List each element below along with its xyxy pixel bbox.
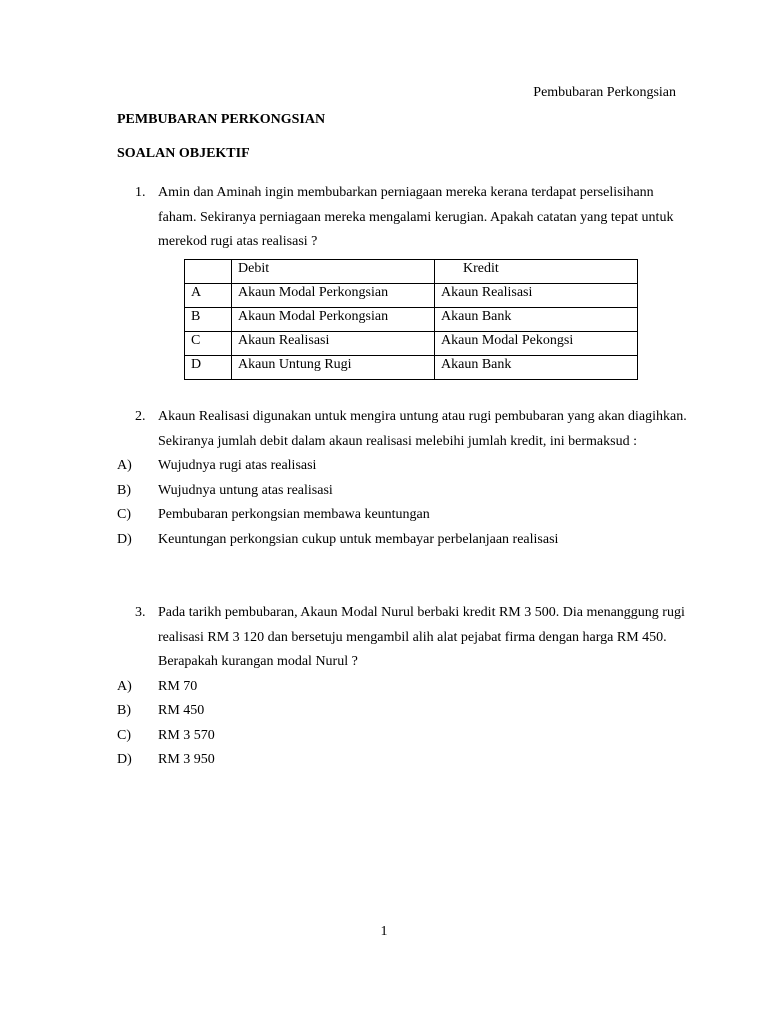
question-2 — [117, 405, 695, 552]
option-c[interactable] — [117, 503, 695, 528]
table-cell-kredit: Akaun Bank — [435, 308, 638, 332]
running-header: Pembubaran Perkongsian — [533, 85, 676, 100]
option-text: Keuntungan perkongsian cukup untuk membayar perbelanjaan realisasi — [158, 531, 559, 547]
table-cell-debit: Akaun Realisasi — [232, 332, 435, 356]
option-c[interactable] — [117, 724, 695, 749]
table-row — [185, 332, 638, 356]
question-1 — [135, 181, 695, 255]
option-letter: A) — [117, 458, 132, 473]
option-list — [117, 675, 695, 773]
table-cell-letter: A — [185, 284, 232, 308]
table-cell-debit: Akaun Modal Perkongsian — [232, 284, 435, 308]
option-letter: C) — [117, 507, 131, 522]
option-text: Wujudnya rugi atas realisasi — [158, 458, 317, 473]
option-text: RM 3 950 — [158, 752, 215, 767]
table-cell-kredit: Akaun Realisasi — [435, 284, 638, 308]
question-text: Amin dan Aminah ingin membubarkan perniagaan mereka kerana terdapat perselisihann faham. Sekiranya perniagaan mereka mengalami kerugian. Apakah catatan yang tepat untuk merekod rugi atas realisasi ? — [158, 185, 674, 249]
section-title: SOALAN OBJEKTIF — [117, 146, 250, 161]
page-number: 1 — [380, 924, 388, 939]
option-letter: B) — [117, 482, 131, 498]
option-d[interactable] — [117, 528, 695, 553]
table-row — [185, 308, 638, 332]
table-cell-letter: D — [185, 356, 232, 380]
question-number: 2. — [135, 409, 146, 424]
answer-table — [184, 259, 638, 380]
table-row — [185, 356, 638, 380]
question-text: Akaun Realisasi digunakan untuk mengira untung atau rugi pembubaran yang akan diagihkan. Sekiranya jumlah debit dalam akaun realisasi melebihi jumlah kredit, ini bermaksud : — [158, 409, 687, 449]
table-row — [185, 284, 638, 308]
question-number: 1. — [135, 185, 146, 200]
option-a[interactable] — [117, 454, 695, 479]
option-text: RM 3 570 — [158, 727, 215, 743]
table-header-debit: Debit — [232, 260, 435, 284]
option-text: RM 450 — [158, 703, 205, 718]
option-d[interactable] — [117, 748, 695, 773]
option-b[interactable] — [117, 479, 695, 504]
table-header-row — [185, 260, 638, 284]
option-letter: C) — [117, 727, 131, 743]
table-cell-debit: Akaun Untung Rugi — [232, 356, 435, 380]
table-cell-letter: B — [185, 308, 232, 332]
table-cell-kredit: Akaun Modal Pekongsi — [435, 332, 638, 356]
table-cell-debit: Akaun Modal Perkongsian — [232, 308, 435, 332]
option-letter: D) — [117, 531, 132, 547]
option-b[interactable] — [117, 699, 695, 724]
option-letter: D) — [117, 752, 132, 767]
question-number: 3. — [135, 605, 146, 620]
document-title: PEMBUBARAN PERKONGSIAN — [117, 112, 326, 127]
table-header-kredit: Kredit — [435, 260, 638, 284]
option-letter: B) — [117, 703, 131, 718]
option-list — [117, 454, 695, 552]
option-letter: A) — [117, 678, 132, 694]
table-header-cell — [185, 260, 232, 284]
option-a[interactable] — [117, 675, 695, 700]
option-text: RM 70 — [158, 678, 198, 694]
option-text: Wujudnya untung atas realisasi — [158, 482, 333, 498]
question-text: Pada tarikh pembubaran, Akaun Modal Nurul berbaki kredit RM 3 500. Dia menanggung rugi realisasi RM 3 120 dan bersetuju mengambil alih alat pejabat firma dengan harga RM 450. Berapakah kurangan modal Nurul ? — [158, 605, 685, 669]
option-text: Pembubaran perkongsian membawa keuntungan — [158, 507, 430, 522]
table-cell-letter: C — [185, 332, 232, 356]
table-cell-kredit: Akaun Bank — [435, 356, 638, 380]
question-3 — [117, 601, 695, 773]
